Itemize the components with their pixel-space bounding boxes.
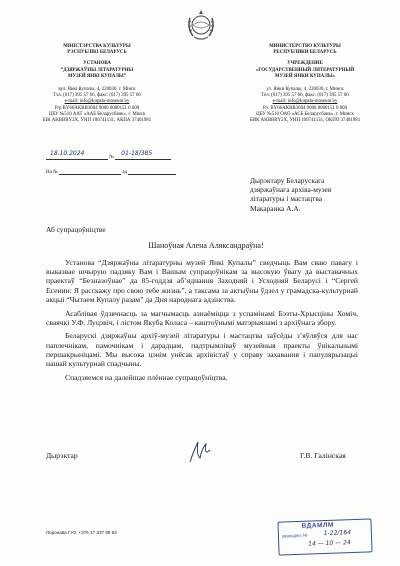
contact-line: Тел. (017) 395 57 66, факс: (017) 395 57 66 [261,93,349,99]
contact-line: ЦБУ №510 ААТ «ААБ Беларусбанк», г. Мінск [48,111,146,117]
stamp-date-handwritten: 14 — 10 — 24 [308,539,351,548]
addressee [250,176,390,213]
incoming-ref [46,168,196,175]
paragraph: Установа “Дзяржаўны літаратурны музей Янкі Купалы” сведчыць Вам сваю павагу і выказвае шчырую падзяку Вам і Вашым супрацоўнікам за высокую ўвагу да выставачных праектаў “Безназоўнае” да 85-годдзя аб’яднання Заходняй і Усходняй Беларусі і “Сергей Есенин: Я расскажу про свою тебе жизнь”, а таксама за актыўны ўдзел у грамадска-культурнай акцыі “Чытаем Купалу разам” да Дня народнага адзінства. [46,258,358,304]
incoming-stamp [277,518,372,555]
email-link[interactable]: e-mail: info@kupala-museum.by [64,99,130,105]
ministry-line: РЭСПУБЛІКІ БЕЛАРУСЬ [67,50,127,56]
incoming-ad: ад [122,170,128,175]
contact-line: БИК AKBBBY2X, УНП 100741131, ОКПО 37401981 [249,118,361,124]
addressee-line: літаратуры і мастацтва [250,194,323,204]
stamp-title: ВДАМЛМ [301,521,335,530]
contact-line: Р/с BY66AKBB3604 9000 0000151 0 000 [262,105,348,111]
number-prefix: № [109,155,115,160]
contact-line: ЦБУ №510 ОАО «АСБ Беларусбанк», г. Минск [256,111,354,117]
addressee-line: дзяржаўнага архіва-музея [250,185,332,195]
institution-line: МУЗЕЙ ЯНКИ КУПАЛЫ» [274,73,336,79]
header-left [22,44,172,124]
date-handwritten: 18.10.2024 [50,150,85,157]
contact-line: Тэл. (017) 395 57 66, факс: (017) 395 57 66 [53,93,141,99]
paragraph: Спадзяемся на далейшае плённае супрацоўніцтва. [65,372,228,382]
contact-line: Р/р BY66AKBB3604 9000 0000151 0 000 [54,105,140,111]
institution-line: УСТАНОВА [83,61,111,67]
paragraph: Беларускі дзяржаўны архіў-музей літаратуры і мастацтва заўсёды з’яўляўся для нас паплечнікам, памочнікам і дарадцам, падтрымліваў музейныя праекты ўнікальнымі першакрыніцамі. Мы высока цэнім унёсак архівістаў у справу захавання і папулярызацыі нашай культурнай спадчыны. [46,331,358,369]
footer-contact: Лоронава Г.Ю. +375 17 337 99 54 [46,530,117,535]
contact-line: вул. Янкі Купалы, 4, 220030, г. Мінск [58,87,136,93]
ministry-line: МИНИСТЕРСТВО КУЛЬТУРЫ [269,44,341,49]
state-emblem-icon [184,8,218,42]
institution-line: «ГОСУДАРСТВЕННЫЙ ЛИТЕРАТУРНЫЙ [255,67,355,73]
ministry-line: РЕСПУБЛИКИ БЕЛАРУСЬ [273,50,337,56]
paragraph: Асаблівая ўдзячнасць за магчымасць азнаёміцца з успамінамі Бэзты-Хрысціны Хоміч, сваячкі У.Ф. Луцэвіч, і лістом Якуба Коласа – каштоўнымі матэрыяламі з архіўнага збору. [46,308,358,327]
incoming-label: На № [46,170,58,175]
addressee-line: Макаранка А.А. [250,203,301,213]
institution-line: МУЗЕЙ ЯНКІ КУПАЛЫ” [67,73,127,79]
institution-line: “ДЗЯРЖАЎНЫ ЛІТАРАТУРНЫ [60,67,134,73]
number-handwritten: 01-18/385 [121,150,153,157]
addressee-line: Дырэктару Беларускага [250,176,325,185]
signature-title: Дырэктар [46,451,78,460]
contact-line: БІК AKBBBY2X, УНП 100741131, АКПА 37401981 [42,118,152,124]
ministry-line: МІНІСТЭРСТВА КУЛЬТУРЫ [63,44,131,49]
subject: Аб супрацоўніцтве [46,225,106,234]
signature-scribble-icon [184,436,214,466]
salutation: Шаноўная Алена Аляксандраўна! [148,241,264,250]
header-right [228,44,382,124]
institution-line: УЧРЕЖДЕНИЕ [287,61,323,67]
stamp-label: уваходны № [281,532,308,539]
email-link[interactable]: e-mail: info@kupala-museum.by [272,99,338,105]
signatory-name: Г.В. Галінская [300,451,346,460]
stamp-number-handwritten: 1-22/164 [323,529,352,538]
contact-line: ул. Янки Купалы, 4, 220030, г. Минск [266,87,344,93]
letter-body [46,258,358,386]
outgoing-ref [46,150,196,160]
